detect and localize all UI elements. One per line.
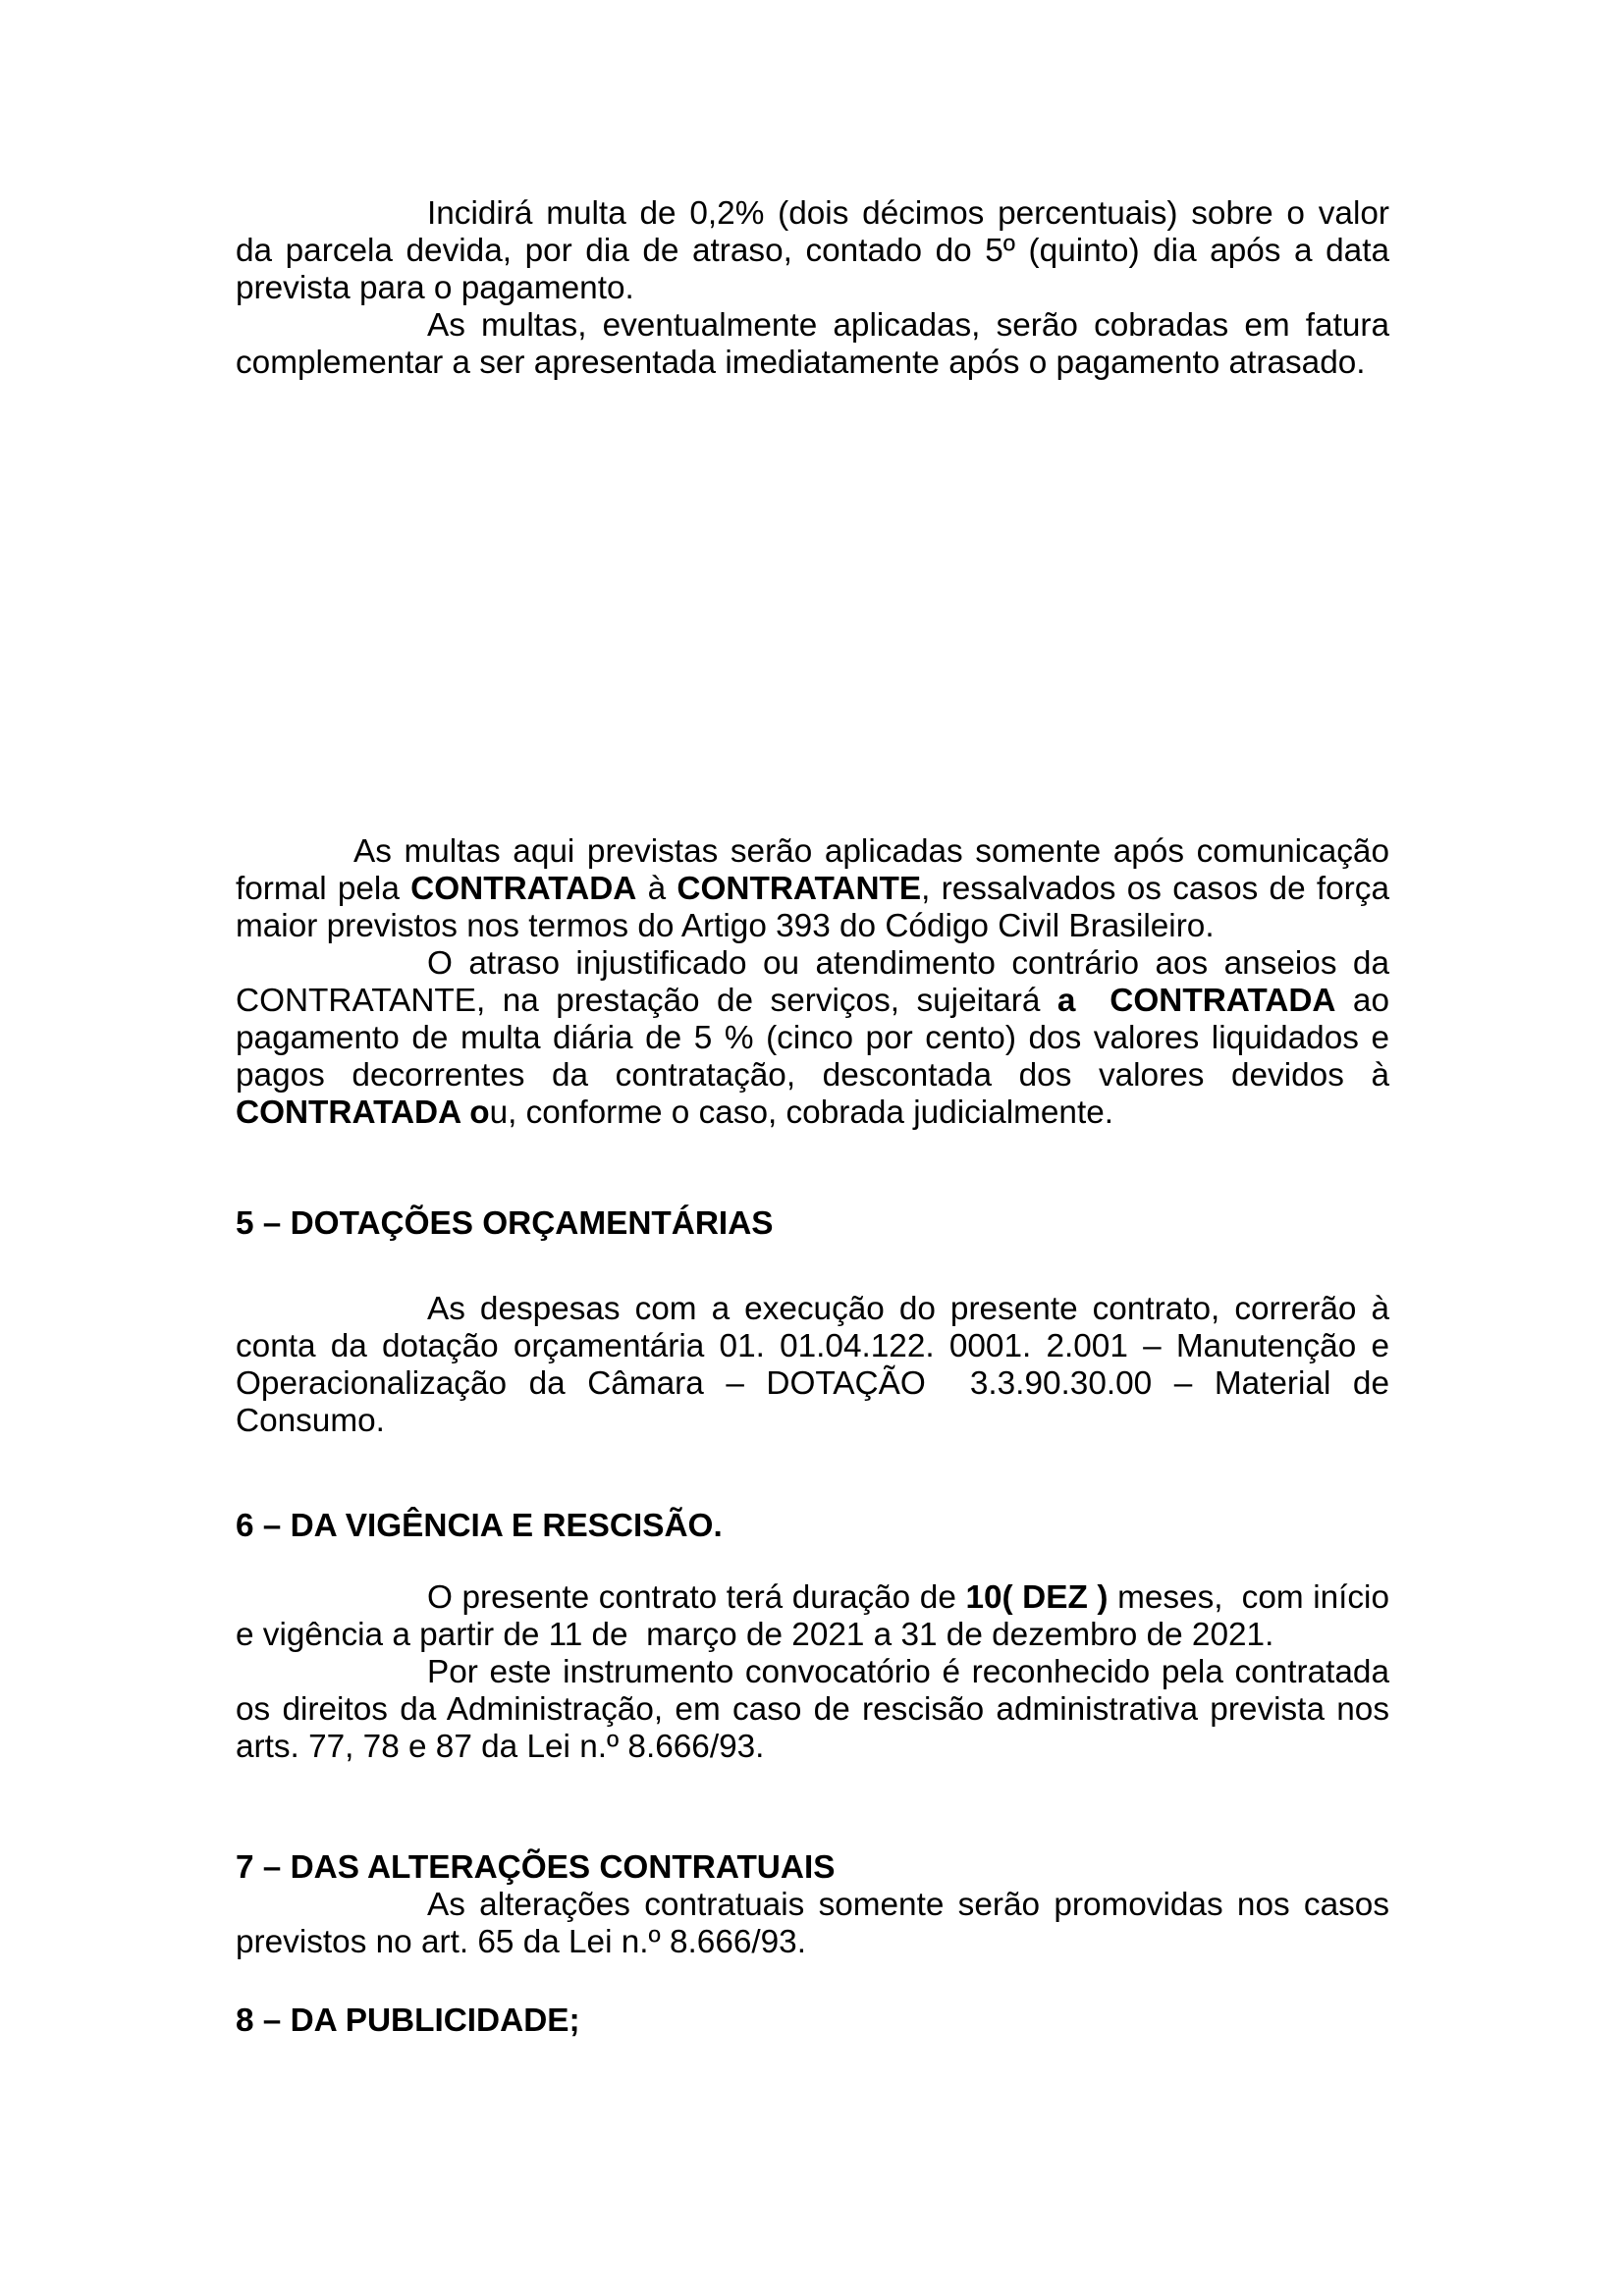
text-run: Incidirá multa de 0,2% (dois décimos percentuais) sobre o valor da parcela devida, por dia de atraso, contado do 5º (quinto) dia após a data prevista para o pagamento. (236, 195, 1389, 306)
paragraph-rescission-rights (236, 1654, 1389, 1766)
bold-text-run: a CONTRATADA (1056, 983, 1336, 1019)
text-run: As multas, eventualmente aplicadas, serão cobradas em fatura complementar a ser apresentada imediatamente após o pagamento atrasado. (236, 307, 1389, 381)
text-run: As despesas com a execução do presente contrato, correrão à conta da dotação orçamentária 01. 01.04.122. 0001. 2.001 – Manutenção e Operacionalização da Câmara – DOTAÇÃO 3.3.90.30.00 – Material de Consumo. (236, 1291, 1389, 1439)
paragraph-penalty-rate (236, 195, 1389, 307)
text-run: meses, com início e vigência a partir de 11 de março de 2021 a 31 de dezembro de 2021. (236, 1579, 1389, 1653)
heading-section-7-alteracoes-contratuais: 7 – DAS ALTERAÇÕES CONTRATUAIS (236, 1849, 836, 1886)
heading-section-8-publicidade: 8 – DA PUBLICIDADE; (236, 2002, 580, 2039)
text-run: As alterações contratuais somente serão promovidas nos casos previstos no art. 65 da Lei n.º 8.666/93. (236, 1887, 1389, 1960)
text-run: O atraso injustificado ou atendimento contrário aos anseios da CONTRATANTE, na prestação de serviços, sujeitará (236, 945, 1389, 1019)
bold-text-run: 10( DEZ ) (965, 1579, 1109, 1616)
text-run: O presente contrato terá duração de (427, 1579, 966, 1616)
paragraph-budget-allocation (236, 1291, 1389, 1440)
bold-text-run: CONTRATANTE (677, 871, 922, 907)
paragraph-penalty-billing (236, 307, 1389, 382)
paragraph-contract-changes (236, 1887, 1389, 1961)
text-run: Por este instrumento convocatório é reconhecido pela contratada os direitos da Administração, em caso de rescisão administrativa prevista nos arts. 77, 78 e 87 da Lei n.º 8.666/93. (236, 1654, 1389, 1765)
text-run: à (636, 871, 677, 907)
text-run: ao pagamento de multa diária de 5 % (cinco por cento) dos valores liquidados e pagos decorrentes da contratação, descontada dos valores devidos à (236, 983, 1389, 1094)
heading-section-5-dotacoes-orcamentarias: 5 – DOTAÇÕES ORÇAMENTÁRIAS (236, 1205, 774, 1242)
text-run: , ressalvados os casos de força maior previstos nos termos do Artigo 393 do Código Civil Brasileiro. (236, 871, 1389, 944)
paragraph-delay-penalty (236, 945, 1389, 1132)
heading-section-6-vigencia-rescisao: 6 – DA VIGÊNCIA E RESCISÃO. (236, 1508, 723, 1544)
text-run: As multas aqui previstas serão aplicadas somente após comunicação formal pela (236, 833, 1389, 907)
paragraph-contract-duration (236, 1579, 1389, 1654)
text-run: u, conforme o caso, cobrada judicialmente. (489, 1095, 1113, 1131)
bold-text-run: CONTRATADA (410, 871, 637, 907)
bold-text-run: CONTRATADA o (236, 1095, 490, 1131)
paragraph-penalty-notice (236, 833, 1389, 945)
